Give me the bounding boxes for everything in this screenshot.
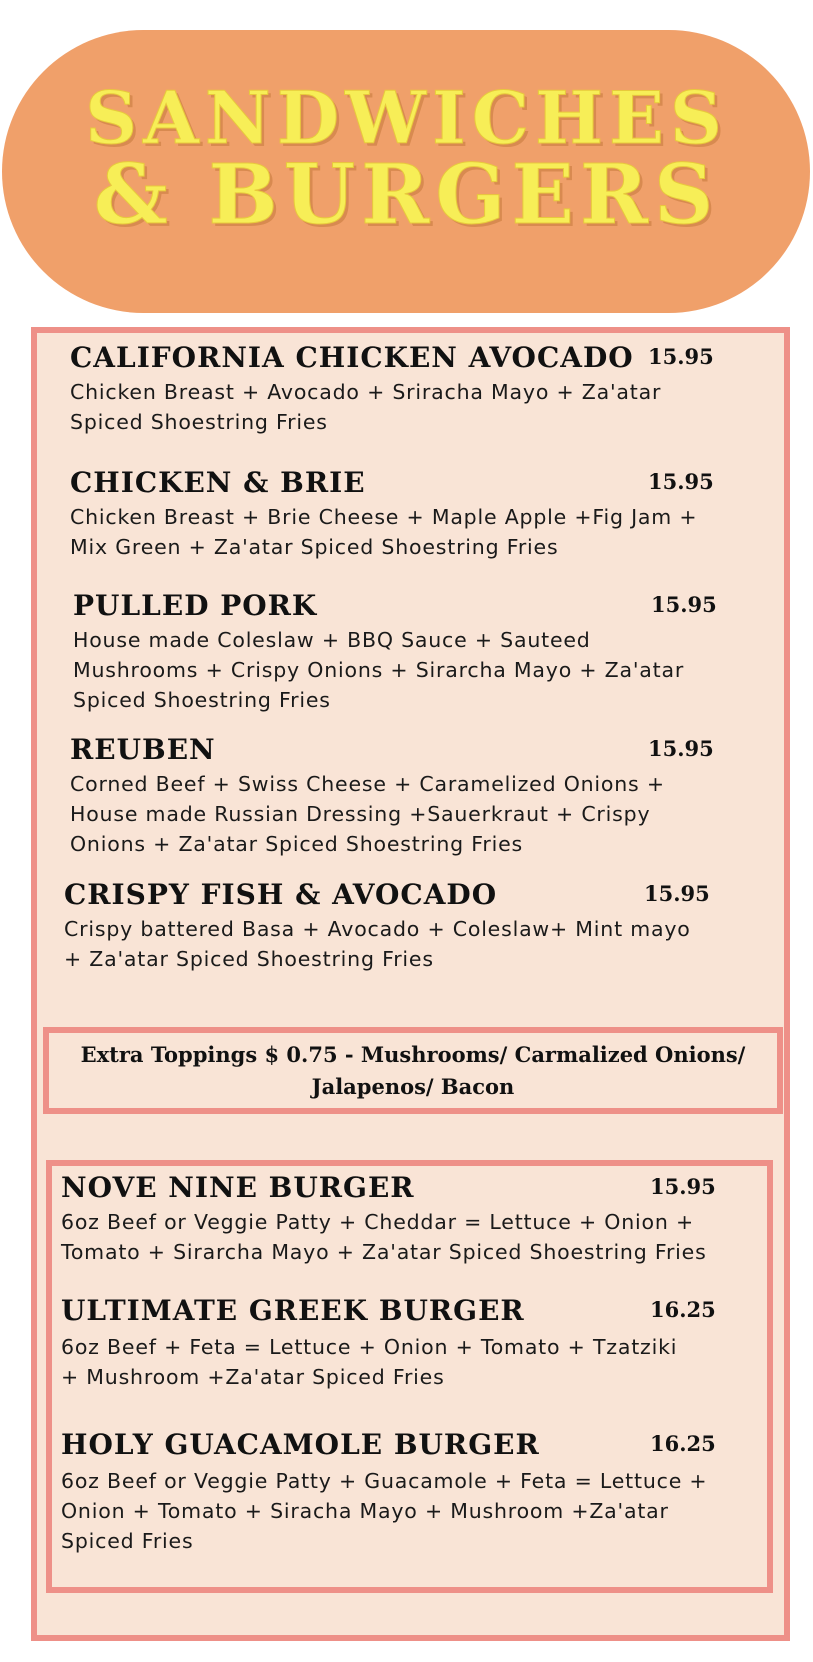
item-description: Chicken Breast + Brie Cheese + Maple Apple +Fig Jam + Mix Green + Za'atar Spiced Shoestring Fries [70,505,698,559]
item-name: CRISPY FISH & AVOCADO [64,878,498,911]
menu-item-nove-nine-burger [61,1171,751,1271]
item-price: 15.95 [651,592,717,617]
item-name: PULLED PORK [73,589,318,622]
menu-title-line-2: & BURGERS [93,147,720,243]
item-name: NOVE NINE BURGER [61,1171,415,1204]
item-name: CALIFORNIA CHICKEN AVOCADO [70,341,634,374]
item-price: 16.25 [650,1431,716,1456]
item-name: HOLY GUACAMOLE BURGER [61,1428,540,1461]
menu-item-reuben [70,733,730,863]
item-description: House made Coleslaw + BBQ Sauce + Sauteed Mushrooms + Crispy Onions + Sirarcha Mayo + Za'atar Spiced Shoestring Fries [73,628,685,712]
item-description: 6oz Beef + Feta = Lettuce + Onion + Tomato + Tzatziki + Mushroom +Za'atar Spiced Fries [61,1335,678,1389]
menu-item-holy-guacamole-burger [61,1428,751,1558]
item-description: Crispy battered Basa + Avocado + Coleslaw+ Mint mayo + Za'atar Spiced Shoestring Fries [64,917,691,971]
item-price: 16.25 [650,1297,716,1322]
item-name: ULTIMATE GREEK BURGER [61,1294,525,1327]
item-price: 15.95 [644,881,710,906]
item-description: 6oz Beef or Veggie Patty + Cheddar = Lettuce + Onion + Tomato + Sirarcha Mayo + Za'atar Spiced Shoestring Fries [61,1210,707,1264]
extra-toppings-text: Extra Toppings $ 0.75 - Mushrooms/ Carmalized Onions/ Jalapenos/ Bacon [80,1041,746,1099]
item-price: 15.95 [648,736,714,761]
item-price: 15.95 [648,469,714,494]
item-name: REUBEN [70,733,216,766]
item-price: 15.95 [650,1174,716,1199]
menu-item-crispy-fish-avocado [64,878,729,978]
menu-item-california-chicken-avocado [70,341,730,441]
menu-item-ultimate-greek-burger [61,1294,751,1394]
item-description: Chicken Breast + Avocado + Sriracha Mayo + Za'atar Spiced Shoestring Fries [70,380,662,434]
menu-title-line-1: SANDWICHES [85,75,728,160]
item-name: CHICKEN & BRIE [70,466,366,499]
item-description: 6oz Beef or Veggie Patty + Guacamole + Feta = Lettuce + Onion + Tomato + Siracha Mayo + Mushroom +Za'atar Spiced Fries [61,1469,708,1553]
item-price: 15.95 [648,344,714,369]
menu-item-chicken-brie [70,466,730,566]
menu-item-pulled-pork [73,589,733,719]
item-description: Corned Beef + Swiss Cheese + Caramelized Onions + House made Russian Dressing +Sauerkraut + Crispy Onions + Za'atar Spiced Shoestring Fries [70,772,665,856]
extra-toppings-box [43,1027,783,1114]
